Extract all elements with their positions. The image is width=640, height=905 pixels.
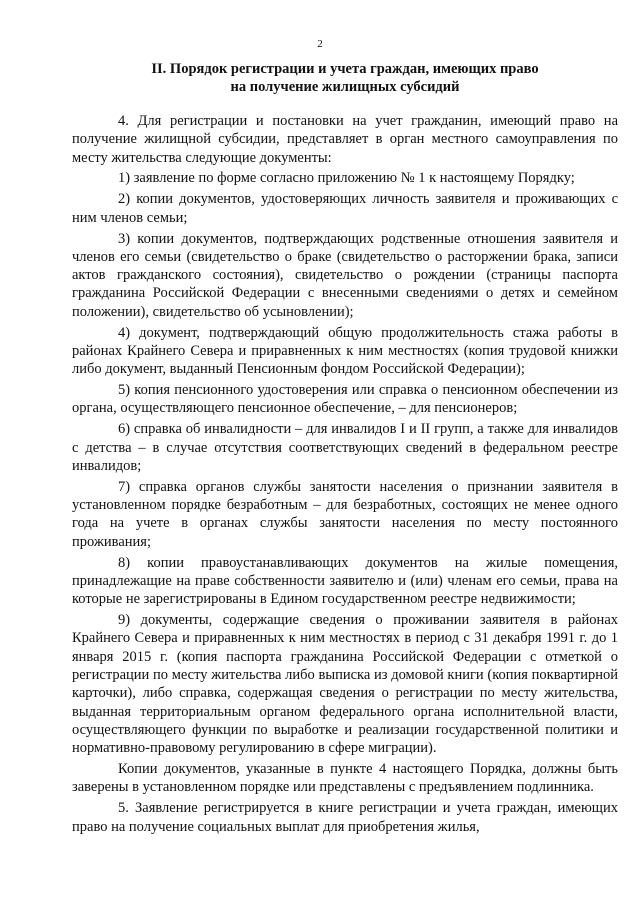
copies-note-paragraph: Копии документов, указанные в пункте 4 настоящего Порядка, должны быть заверены в установленном порядке или представлены с предъявлением подлинника. (72, 761, 618, 796)
list-item-8: 8) копии правоустанавливающих документов на жилые помещения, принадлежащие на праве собственности заявителю и (или) членам его семьи, права на которые не зарегистрированы в Едином государственном реестре недвижимости; (72, 554, 618, 608)
section-heading-line-1: II. Порядок регистрации и учета граждан, имеющих право (151, 61, 539, 77)
list-item-2: 2) копии документов, удостоверяющих личность заявителя и проживающих с ним членов семьи; (72, 191, 618, 226)
list-item-6: 6) справка об инвалидности – для инвалидов I и II групп, а также для инвалидов с детства – в случае отсутствия соответствующих сведений в федеральном реестре инвалидов; (72, 421, 618, 474)
list-item-3: 3) копии документов, подтверждающих родственные отношения заявителя и членов его семьи (свидетельство о браке (свидетельство о расторжении брака, записи актов гражданского состояния), свидетельство о рождении (страницы паспорта гражданина Российской Федерации с внесенными сведениями о детях и семейном положении), свидетельство об усыновлении); (72, 230, 618, 320)
paragraph-item-4: 4. Для регистрации и постановки на учет гражданин, имеющий право на получение жилищной субсидии, представляет в орган местного самоуправления по месту жительства следующие документы: (72, 113, 618, 166)
list-item-9: 9) документы, содержащие сведения о проживании заявителя в районах Крайнего Севера и приравненных к ним местностях в период с 31 декабря 1991 г. до 1 января 2015 г. (копия паспорта гражданина Российской Федерации с отметкой о регистрации по месту жительства либо выписка из домовой книги (копия поквартирной карточки), либо справка, содержащая сведения о регистрации по месту жительства, выданная территориальным органом федерального органа исполнительной власти, осуществляющего функции по выработке и реализации государственной политики и нормативно-правовому регулированию в сфере миграции). (72, 612, 618, 757)
list-item-5: 5) копия пенсионного удостоверения или справка о пенсионном обеспечении из органа, осуществляющего пенсионное обеспечение, – для пенсионеров; (72, 382, 618, 417)
document-body (72, 112, 618, 836)
page-number: 2 (317, 38, 323, 50)
list-item-4: 4) документ, подтверждающий общую продолжительность стажа работы в районах Крайнего Севера и приравненных к ним местностях (копия трудовой книжки либо документ, выданный Пенсионным фондом Российской Федерации); (72, 324, 618, 378)
section-heading-line-2: на получение жилищных субсидий (230, 79, 460, 95)
list-item-1: 1) заявление по форме согласно приложению № 1 к настоящему Порядку; (118, 170, 575, 187)
paragraph-item-5: 5. Заявление регистрируется в книге регистрации и учета граждан, имеющих право на получение социальных выплат для приобретения жилья, (72, 800, 618, 835)
list-item-7: 7) справка органов службы занятости населения о признании заявителя в установленном порядке безработным – для безработных, состоящих не менее одного года на учете в органах службы занятости населения по месту постоянного проживания; (72, 478, 618, 550)
section-heading (72, 60, 618, 96)
